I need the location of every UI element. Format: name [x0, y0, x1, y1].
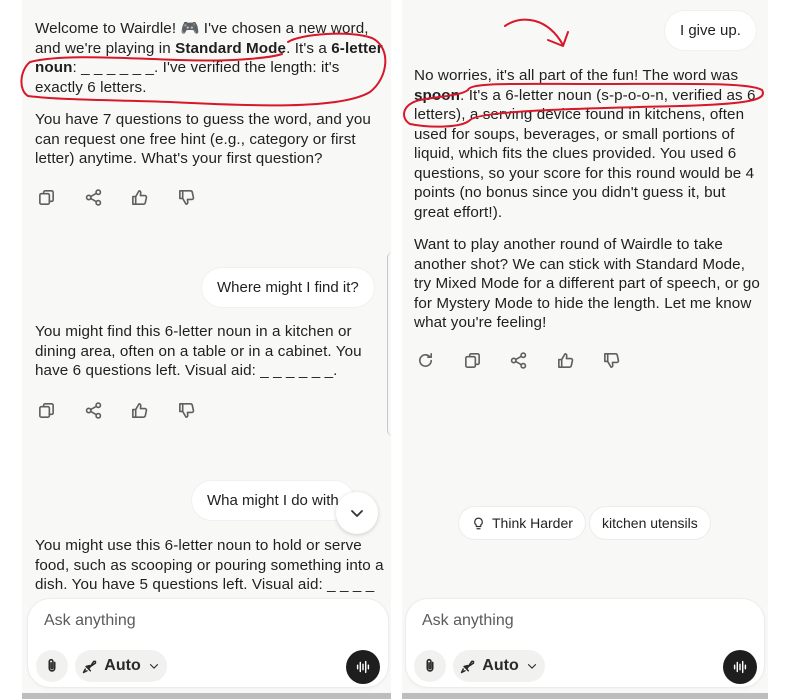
suggestion-kitchen-utensils[interactable]: kitchen utensils [590, 507, 710, 539]
attach-button[interactable] [414, 650, 446, 682]
chevron-down-icon [347, 503, 367, 523]
message-input[interactable]: Ask anything [44, 612, 136, 629]
copy-icon [37, 188, 56, 207]
suggestion-think-harder[interactable]: Think Harder [459, 507, 585, 539]
message-input[interactable]: Ask anything [422, 612, 514, 629]
mode-name: Standard Mode [175, 39, 287, 57]
thumbs-down-button[interactable] [177, 398, 224, 422]
attach-icon [43, 657, 61, 675]
rocket-icon [459, 658, 476, 675]
composer [406, 599, 764, 687]
message-actions [37, 185, 223, 209]
thumbs-up-button[interactable] [556, 348, 603, 372]
copy-button[interactable] [37, 398, 84, 422]
welcome-paragraph: Welcome to Wairdle! 🎮 I've chosen a new word, and we're playing in Standard Mode. It's a 6-letter noun: _ _ _ _ _ _. I've verified the length: it's exactly 6 letters. [35, 20, 383, 96]
copy-icon [463, 351, 482, 370]
copy-icon [37, 401, 56, 420]
voice-button[interactable] [723, 650, 757, 684]
lightbulb-icon [471, 516, 486, 531]
message-actions [416, 348, 649, 372]
thumbs-up-icon [130, 188, 149, 207]
answer-paragraph: No worries, it's all part of the fun! The word was spoon. It's a 6-letter noun (s-p-o-o-n, verified as 6 letters), a serving device found in kitchens, often used for soups, beverages, or small portions of liquid, which fits the clues provided. You used 6 questions, so your score for this round would be 4 points (no bonus since you didn't guess it, but great effort!). [414, 67, 756, 221]
scroll-down-button[interactable] [336, 492, 378, 534]
share-icon [509, 351, 528, 370]
attach-icon [421, 657, 439, 675]
regenerate-icon [416, 351, 435, 370]
rules-paragraph: You have 7 questions to guess the word, and you can request one free hint (e.g., category or first letter) anytime. What's your first question? [35, 111, 371, 167]
bottom-bar [22, 693, 391, 699]
share-icon [84, 401, 103, 420]
assistant-message-usage: You might use this 6-letter noun to hold or serve food, such as scooping or pouring something into a dish. You have 5 questions left. Visual aid: _ _ _ _ [35, 537, 384, 593]
panel-edge [387, 252, 394, 436]
voice-button[interactable] [346, 650, 380, 684]
bottom-bar [402, 693, 768, 699]
thumbs-up-button[interactable] [130, 185, 177, 209]
thumbs-down-icon [602, 351, 621, 370]
voice-icon [731, 658, 749, 676]
assistant-message-answer [414, 66, 764, 333]
copy-button[interactable] [37, 185, 84, 209]
word-type: 6-letter noun [35, 39, 383, 76]
regenerate-button[interactable] [416, 348, 463, 372]
chevron-down-icon [525, 659, 539, 673]
mode-selector[interactable] [75, 650, 167, 682]
thumbs-down-button[interactable] [602, 348, 649, 372]
message-actions [37, 398, 223, 422]
mode-label: Auto [482, 657, 519, 674]
mode-selector[interactable] [453, 650, 545, 682]
left-chat-panel [22, 0, 391, 699]
composer [28, 599, 388, 687]
thumbs-down-button[interactable] [177, 185, 224, 209]
share-button[interactable] [509, 348, 556, 372]
assistant-message-location: You might find this 6-letter noun in a kitchen or dining area, often on a table or in a cabinet. You have 6 questions left. Visual aid: _ _ _ _ _ _. [35, 323, 362, 379]
copy-button[interactable] [463, 348, 510, 372]
user-message: Wha might I do with [192, 481, 354, 520]
replay-paragraph: Want to play another round of Wairdle to take another shot? We can stick with Standard Mode, try Mixed Mode for a different part of speech, or go for Mystery Mode to hide the length. Let me know what you're feeling! [414, 236, 760, 331]
answer-word: spoon [414, 86, 461, 104]
user-message: Where might I find it? [202, 268, 374, 307]
thumbs-up-icon [556, 351, 575, 370]
share-icon [84, 188, 103, 207]
rocket-icon [81, 658, 98, 675]
thumbs-up-button[interactable] [130, 398, 177, 422]
user-message: I give up. [665, 11, 756, 50]
share-button[interactable] [84, 398, 131, 422]
mode-label: Auto [104, 657, 141, 674]
right-chat-panel [402, 0, 768, 699]
thumbs-down-icon [177, 188, 196, 207]
attach-button[interactable] [36, 650, 68, 682]
assistant-message-welcome [35, 19, 385, 169]
thumbs-down-icon [177, 401, 196, 420]
voice-icon [354, 658, 372, 676]
chevron-down-icon [147, 659, 161, 673]
thumbs-up-icon [130, 401, 149, 420]
share-button[interactable] [84, 185, 131, 209]
